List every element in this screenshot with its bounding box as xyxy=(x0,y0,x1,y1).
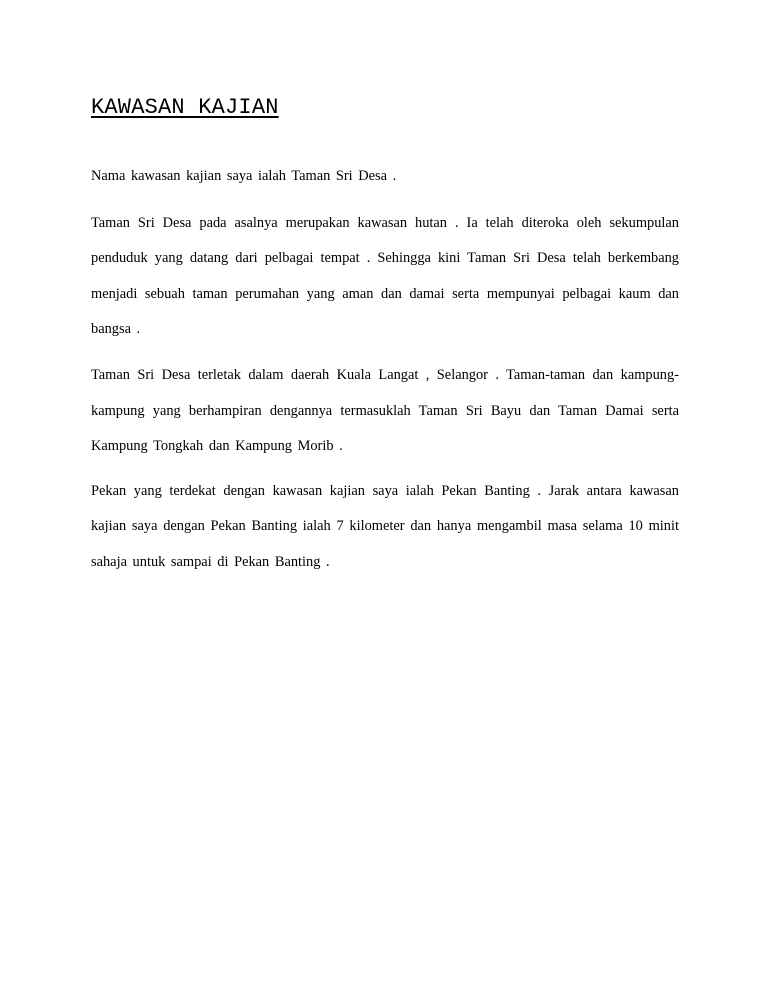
paragraph-intro: Nama kawasan kajian saya ialah Taman Sri Desa . xyxy=(91,168,397,184)
paragraph-history: Taman Sri Desa pada asalnya merupakan kawasan hutan . Ia telah diteroka oleh sekumpulan penduduk yang datang dari pelbagai tempat . Sehingga kini Taman Sri Desa telah berkembang menjadi sebuah taman perumahan yang aman dan damai serta mempunyai pelbagai kaum dan bangsa . xyxy=(91,214,679,338)
paragraph-location: Taman Sri Desa terletak dalam daerah Kuala Langat , Selangor . Taman-taman dan kampung-kampung yang berhampiran dengannya termasuklah Taman Sri Bayu dan Taman Damai serta Kampung Tongkah dan Kampung Morib . xyxy=(91,366,679,455)
document-page xyxy=(91,93,679,581)
paragraph-nearest-town: Pekan yang terdekat dengan kawasan kajian saya ialah Pekan Banting . Jarak antara kawasan kajian saya dengan Pekan Banting ialah 7 kilometer dan hanya mengambil masa selama 10 minit sahaja untuk sampai di Pekan Banting . xyxy=(91,482,679,570)
document-title: KAWASAN KAJIAN xyxy=(91,95,279,120)
